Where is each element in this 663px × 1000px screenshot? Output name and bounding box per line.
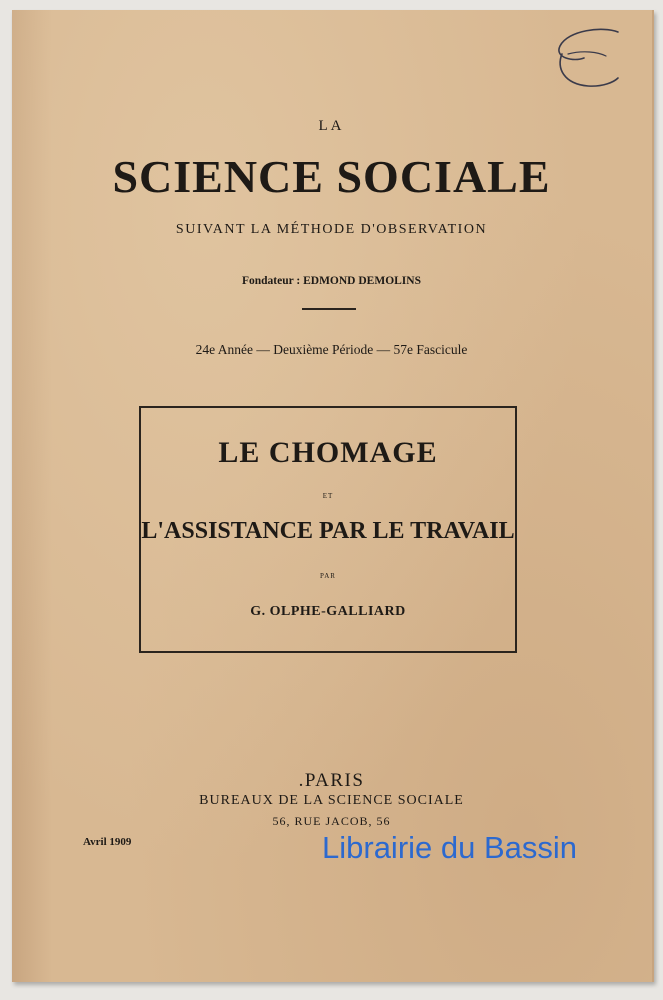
article-title-line2: L'ASSISTANCE PAR LE TRAVAIL [141,518,515,544]
publisher-name: BUREAUX DE LA SCIENCE SOCIALE [199,793,464,808]
divider [302,308,356,310]
article-conjunction: ET [322,492,334,500]
article-title-box [139,406,517,653]
title-article: LA [318,118,345,134]
issue-line: 24e Année — Deuxième Période — 57e Fascicule [195,342,468,357]
article-by: PAR [320,572,336,580]
journal-title: SCIENCE SOCIALE [112,151,551,202]
founder-line: Fondateur : EDMOND DEMOLINS [241,275,421,287]
journal-subtitle: SUIVANT LA MÉTHODE D'OBSERVATION [175,222,488,237]
bookseller-watermark: Librairie du Bassin [322,830,578,865]
handwritten-mark-icon [548,24,630,96]
publisher-city: .PARIS [298,770,365,791]
article-author: G. OLPHE-GALLIARD [250,604,406,619]
publisher-address: 56, RUE JACOB, 56 [272,814,391,828]
article-title-line1: LE CHOMAGE [218,436,438,469]
publication-date: Avril 1909 [83,836,132,848]
